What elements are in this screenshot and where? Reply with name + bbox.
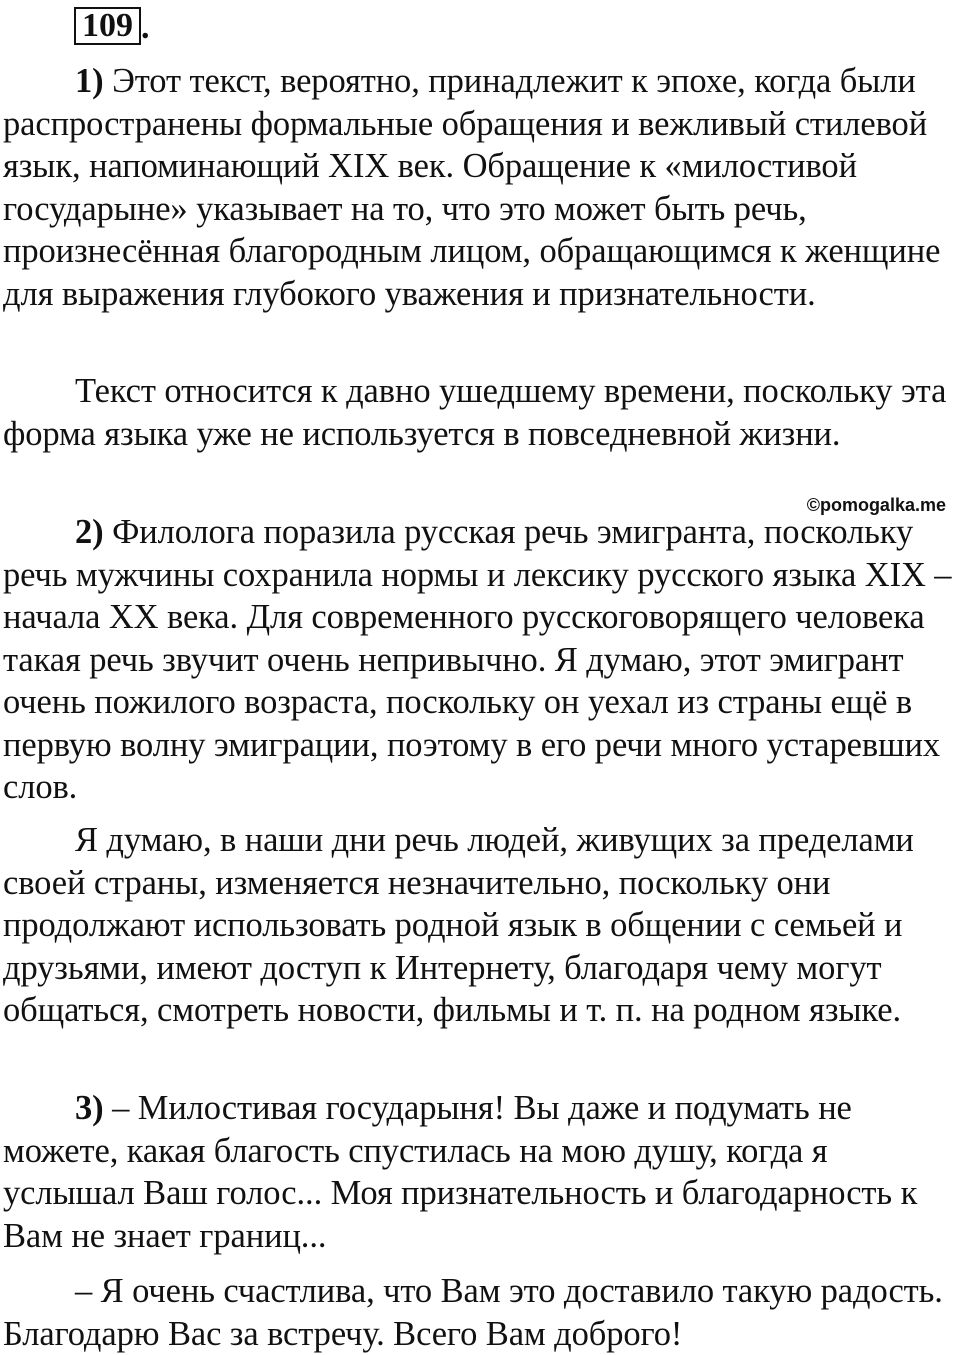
paragraph-1 <box>3 60 959 315</box>
paragraph-5 <box>3 1087 959 1257</box>
paragraph-2-text: Текст относится к давно ушедшему времени, поскольку эта форма языка уже не используется в повседневной жизни. <box>3 372 947 453</box>
task-number-box: 109 <box>74 7 141 45</box>
paragraph-4-text: Я думаю, в наши дни речь людей, живущих за пределами своей страны, изменяется незначительно, поскольку они продолжают использовать родной язык в общении с семьей и друзьями, имеют доступ к Интернету, благодаря чему могут общаться, смотреть новости, фильмы и т. п. на родном языке. <box>3 821 914 1029</box>
paragraph-3-text: Филолога поразила русская речь эмигранта, поскольку речь мужчины сохранила нормы и лексику русского языка XIX – начала XX века. Для современного русскоговорящего человека такая речь звучит очень непривычно. Я думаю, этот эмигрант очень пожилого возраста, поскольку он уехал из страны ещё в первую волну эмиграции, поэтому в его речи много устаревших слов. <box>3 513 952 806</box>
item-label-1: 1) <box>75 62 104 100</box>
task-number-dot: . <box>141 9 150 46</box>
paragraph-6-text: – Я очень счастлива, что Вам это доставило такую радость. Благодарю Вас за встречу. Всего Вам доброго! <box>3 1272 943 1353</box>
paragraph-4 <box>3 819 959 1032</box>
paragraph-1-text: Этот текст, вероятно, принадлежит к эпохе, когда были распространены формальные обращения и вежливый стилевой язык, напоминающий XIX век. Обращение к «милостивой государыне» указывает на то, что это может быть речь, произнесённая благородным лицом, обращающимся к женщине для выражения глубокого уважения и признательности. <box>3 62 941 313</box>
paragraph-2 <box>3 370 959 455</box>
task-number-header <box>74 5 150 45</box>
item-label-3: 3) <box>75 1089 104 1127</box>
watermark-text: ©pomogalka.me <box>806 495 946 515</box>
item-label-2: 2) <box>75 513 104 551</box>
paragraph-6 <box>3 1270 959 1355</box>
paragraph-3 <box>3 511 959 809</box>
paragraph-5-text: – Милостивая государыня! Вы даже и подумать не можете, какая благость спустилась на мою душу, когда я услышал Ваш голос... Моя признательность и благодарность к Вам не знает границ... <box>3 1089 918 1255</box>
